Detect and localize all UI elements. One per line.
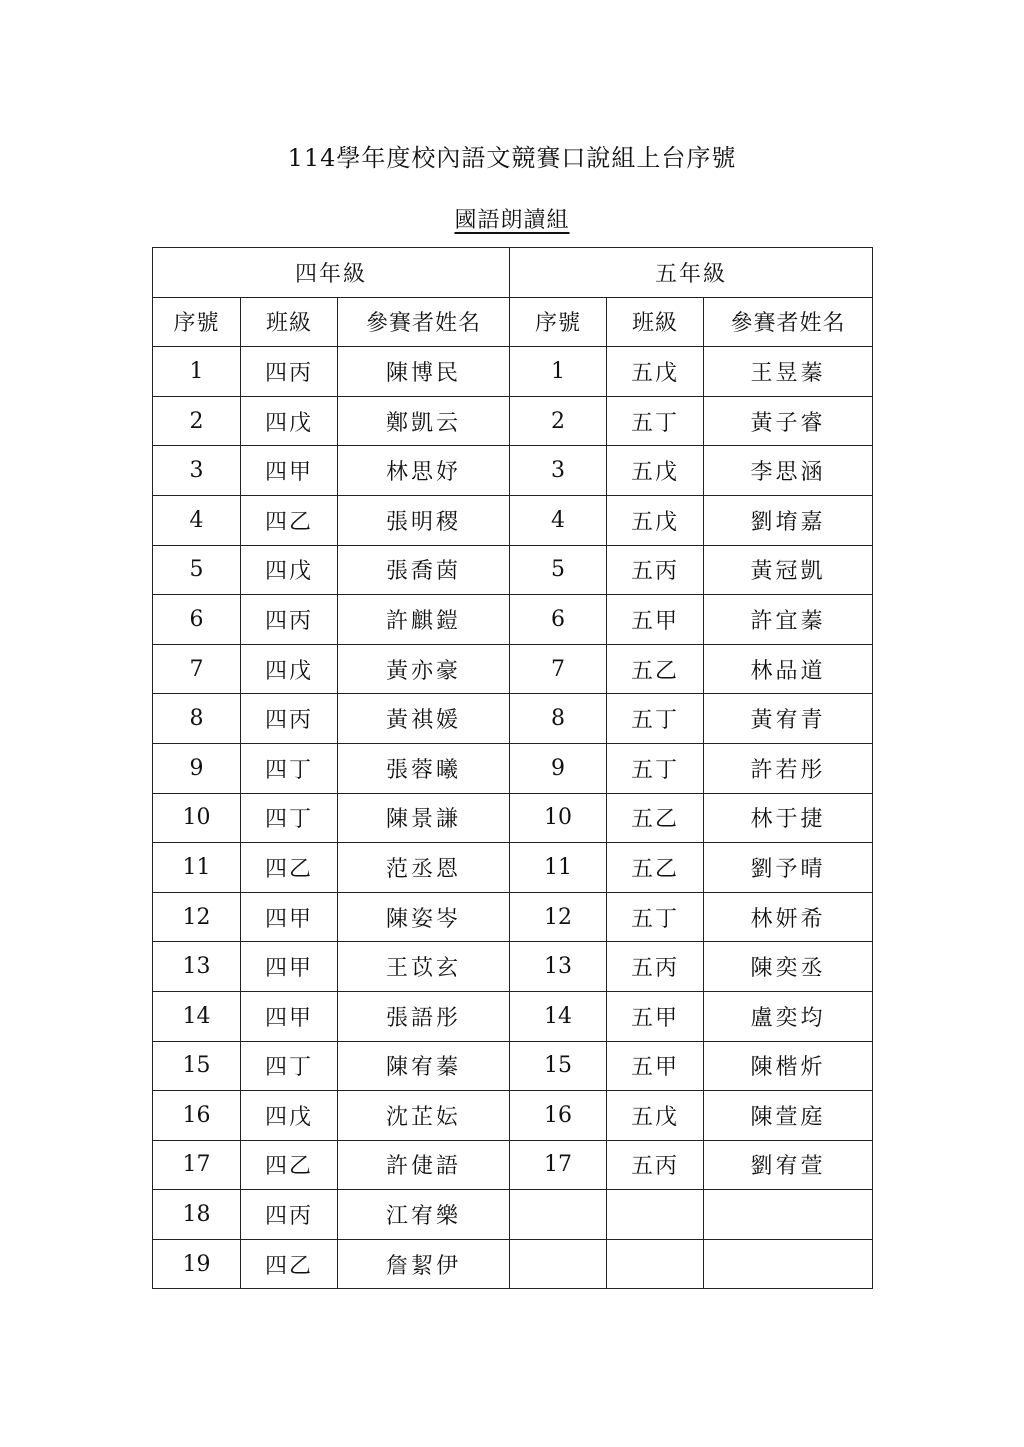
grade4-name-cell: 黃祺媛 <box>338 694 510 744</box>
grade4-name-cell: 鄭凱云 <box>338 396 510 446</box>
grade4-name-cell: 王苡玄 <box>338 942 510 992</box>
grade4-seq-cell: 8 <box>153 694 241 744</box>
grade4-class-cell: 四甲 <box>241 991 338 1041</box>
grade4-name-cell: 許麒鎧 <box>338 595 510 645</box>
grade5-class-cell: 五甲 <box>607 1041 704 1091</box>
grade4-seq-cell: 19 <box>153 1239 241 1289</box>
grade4-name-cell: 陳姿岑 <box>338 892 510 942</box>
grade4-seq-cell: 17 <box>153 1140 241 1190</box>
grade5-name-cell: 盧奕均 <box>704 991 873 1041</box>
grade4-class-cell: 四乙 <box>241 1239 338 1289</box>
grade5-name-header: 參賽者姓名 <box>704 297 873 347</box>
grade4-name-cell: 江宥樂 <box>338 1190 510 1240</box>
table-row <box>153 991 873 1041</box>
grade5-class-cell: 五丙 <box>607 1140 704 1190</box>
grade5-seq-cell: 12 <box>510 892 607 942</box>
table-row <box>153 892 873 942</box>
grade4-class-cell: 四乙 <box>241 1140 338 1190</box>
table-row <box>153 1091 873 1141</box>
grade4-seq-cell: 14 <box>153 991 241 1041</box>
grade4-class-cell: 四甲 <box>241 892 338 942</box>
grade4-class-cell: 四丁 <box>241 793 338 843</box>
grade5-seq-header: 序號 <box>510 297 607 347</box>
column-header-row <box>153 297 873 347</box>
grade4-class-cell: 四丙 <box>241 1190 338 1240</box>
grade5-seq-cell: 14 <box>510 991 607 1041</box>
grade5-name-cell: 林于捷 <box>704 793 873 843</box>
grade5-seq-cell: 11 <box>510 843 607 893</box>
roster-table <box>152 247 873 1289</box>
grade4-seq-cell: 9 <box>153 743 241 793</box>
grade5-class-cell: 五丙 <box>607 545 704 595</box>
grade5-header: 五年級 <box>510 248 873 298</box>
grade4-name-cell: 張喬茵 <box>338 545 510 595</box>
grade4-seq-cell: 11 <box>153 843 241 893</box>
grade5-class-cell: 五丁 <box>607 743 704 793</box>
grade4-class-cell: 四乙 <box>241 843 338 893</box>
grade4-class-cell: 四丁 <box>241 743 338 793</box>
grade5-name-cell: 黃冠凱 <box>704 545 873 595</box>
table-row <box>153 595 873 645</box>
grade4-seq-cell: 16 <box>153 1091 241 1141</box>
table-row <box>153 347 873 397</box>
grade4-seq-cell: 15 <box>153 1041 241 1091</box>
table-row <box>153 743 873 793</box>
grade5-name-cell: 王昱蓁 <box>704 347 873 397</box>
grade4-class-cell: 四甲 <box>241 446 338 496</box>
grade5-seq-cell: 4 <box>510 495 607 545</box>
grade4-seq-cell: 13 <box>153 942 241 992</box>
grade4-name-cell: 張蓉曦 <box>338 743 510 793</box>
grade4-seq-cell: 18 <box>153 1190 241 1240</box>
grade4-seq-header: 序號 <box>153 297 241 347</box>
grade5-class-cell: 五戊 <box>607 446 704 496</box>
grade4-name-cell: 陳景謙 <box>338 793 510 843</box>
grade4-seq-cell: 12 <box>153 892 241 942</box>
grade5-class-cell: 五乙 <box>607 793 704 843</box>
grade5-name-cell: 陳奕丞 <box>704 942 873 992</box>
grade5-seq-cell <box>510 1190 607 1240</box>
grade4-seq-cell: 6 <box>153 595 241 645</box>
grade4-name-cell: 張語彤 <box>338 991 510 1041</box>
grade5-name-cell: 黃宥青 <box>704 694 873 744</box>
grade5-class-cell: 五丙 <box>607 942 704 992</box>
grade4-seq-cell: 4 <box>153 495 241 545</box>
grade5-name-cell: 黃子睿 <box>704 396 873 446</box>
grade4-header: 四年級 <box>153 248 510 298</box>
grade4-name-cell: 許倢語 <box>338 1140 510 1190</box>
grade5-seq-cell: 6 <box>510 595 607 645</box>
grade4-seq-cell: 5 <box>153 545 241 595</box>
grade5-seq-cell: 8 <box>510 694 607 744</box>
grade4-class-cell: 四戊 <box>241 396 338 446</box>
grade5-name-cell: 劉堉嘉 <box>704 495 873 545</box>
grade4-name-cell: 范丞恩 <box>338 843 510 893</box>
grade4-name-header: 參賽者姓名 <box>338 297 510 347</box>
grade4-name-cell: 陳博民 <box>338 347 510 397</box>
table-row <box>153 446 873 496</box>
table-row <box>153 495 873 545</box>
table-row <box>153 1190 873 1240</box>
grade5-seq-cell: 3 <box>510 446 607 496</box>
grade4-name-cell: 沈芷妘 <box>338 1091 510 1141</box>
grade5-seq-cell: 16 <box>510 1091 607 1141</box>
grade5-seq-cell: 17 <box>510 1140 607 1190</box>
grade5-class-cell: 五丁 <box>607 396 704 446</box>
grade4-class-cell: 四丁 <box>241 1041 338 1091</box>
grade5-name-cell: 林品道 <box>704 644 873 694</box>
grade-header-row <box>153 248 873 298</box>
grade5-name-cell: 劉宥萱 <box>704 1140 873 1190</box>
grade4-seq-cell: 3 <box>153 446 241 496</box>
section-subtitle <box>0 203 1024 234</box>
grade4-class-cell: 四乙 <box>241 495 338 545</box>
table-row <box>153 545 873 595</box>
grade5-name-cell: 陳萱庭 <box>704 1091 873 1141</box>
grade5-seq-cell: 1 <box>510 347 607 397</box>
table-row <box>153 1041 873 1091</box>
table-row <box>153 1140 873 1190</box>
grade5-name-cell: 劉予晴 <box>704 843 873 893</box>
grade5-seq-cell <box>510 1239 607 1289</box>
grade5-name-cell: 林妍希 <box>704 892 873 942</box>
section-subtitle-text: 國語朗讀組 <box>454 208 570 233</box>
grade5-seq-cell: 5 <box>510 545 607 595</box>
grade5-class-cell: 五乙 <box>607 644 704 694</box>
table-row <box>153 396 873 446</box>
grade4-seq-cell: 7 <box>153 644 241 694</box>
grade4-seq-cell: 1 <box>153 347 241 397</box>
grade5-name-cell: 李思涵 <box>704 446 873 496</box>
grade4-class-header: 班級 <box>241 297 338 347</box>
grade5-class-cell: 五丁 <box>607 892 704 942</box>
table-row <box>153 942 873 992</box>
grade5-class-cell: 五戊 <box>607 347 704 397</box>
grade5-seq-cell: 9 <box>510 743 607 793</box>
grade4-class-cell: 四甲 <box>241 942 338 992</box>
grade5-class-cell: 五甲 <box>607 595 704 645</box>
grade4-class-cell: 四戊 <box>241 1091 338 1141</box>
grade5-name-cell <box>704 1239 873 1289</box>
table-row <box>153 1239 873 1289</box>
grade5-seq-cell: 2 <box>510 396 607 446</box>
table-row <box>153 793 873 843</box>
grade4-name-cell: 陳宥蓁 <box>338 1041 510 1091</box>
grade5-class-cell: 五乙 <box>607 843 704 893</box>
grade4-class-cell: 四丙 <box>241 595 338 645</box>
grade4-name-cell: 詹絜伊 <box>338 1239 510 1289</box>
grade4-class-cell: 四戊 <box>241 644 338 694</box>
grade5-seq-cell: 15 <box>510 1041 607 1091</box>
grade4-seq-cell: 10 <box>153 793 241 843</box>
table-row <box>153 644 873 694</box>
table-row <box>153 694 873 744</box>
grade5-class-cell: 五甲 <box>607 991 704 1041</box>
grade5-class-cell: 五戊 <box>607 495 704 545</box>
grade4-name-cell: 張明稷 <box>338 495 510 545</box>
grade4-class-cell: 四戊 <box>241 545 338 595</box>
grade5-class-cell <box>607 1239 704 1289</box>
roster-body <box>153 347 873 1289</box>
grade5-seq-cell: 10 <box>510 793 607 843</box>
grade5-name-cell: 許若彤 <box>704 743 873 793</box>
grade5-name-cell: 陳楷炘 <box>704 1041 873 1091</box>
table-row <box>153 843 873 893</box>
grade5-class-cell <box>607 1190 704 1240</box>
page-title: 114學年度校內語文競賽口說組上台序號 <box>287 144 737 172</box>
grade5-name-cell: 許宜蓁 <box>704 595 873 645</box>
grade4-seq-cell: 2 <box>153 396 241 446</box>
grade4-name-cell: 黃亦豪 <box>338 644 510 694</box>
grade4-class-cell: 四丙 <box>241 694 338 744</box>
grade5-class-cell: 五丁 <box>607 694 704 744</box>
grade5-class-header: 班級 <box>607 297 704 347</box>
grade4-name-cell: 林思妤 <box>338 446 510 496</box>
grade5-class-cell: 五戊 <box>607 1091 704 1141</box>
grade5-name-cell <box>704 1190 873 1240</box>
grade4-class-cell: 四丙 <box>241 347 338 397</box>
grade5-seq-cell: 7 <box>510 644 607 694</box>
grade5-seq-cell: 13 <box>510 942 607 992</box>
